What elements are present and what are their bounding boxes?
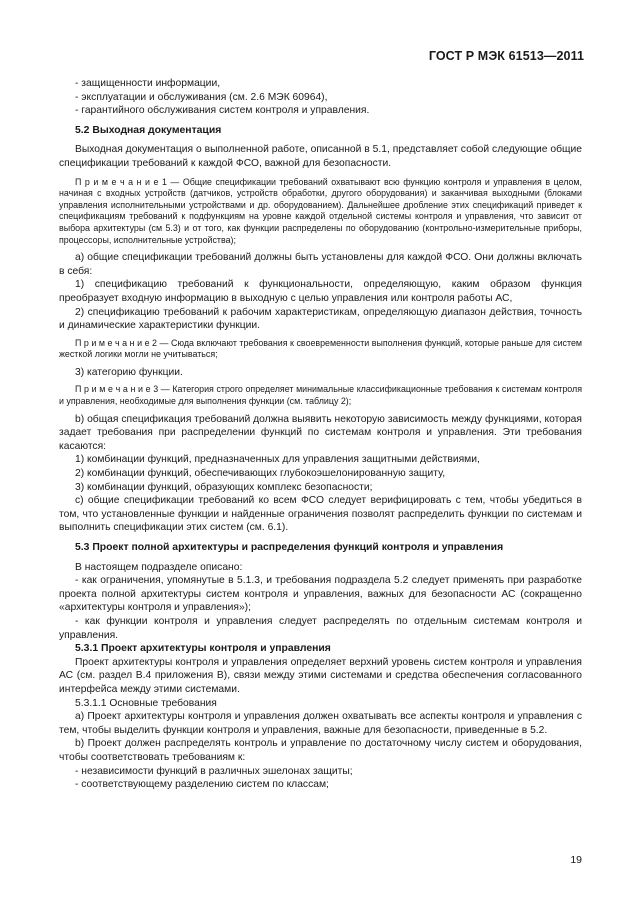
- note-3: П р и м е ч а н и е 3 — Категория строго определяет минимальные классификационные требования к системам контроля и управления, необходимые для выполнения функции (см. таблицу 2);: [59, 384, 582, 407]
- paragraph: В настоящем подразделе описано:: [75, 561, 243, 573]
- list-item: - как ограничения, упомянутые в 5.1.3, и требования подраздела 5.2 следует применять при разработке проекта полной архитектуры систем контроля и управления, важных для безопасности АС (сокращенно «архитектуры контроля и управления»);: [59, 575, 582, 614]
- list-item: a) Проект архитектуры контроля и управления должен охватывать все аспекты контроля и управления с тем, чтобы выделить функции контроля и управления, важные для безопасности, приведенные в 5.2.: [59, 711, 582, 736]
- list-item: 2) комбинации функций, обеспечивающих глубокоэшелонированную защиту,: [75, 468, 446, 480]
- document-body: [59, 77, 582, 792]
- section-heading-5-2: 5.2 Выходная документация: [75, 124, 222, 136]
- paragraph: c) общие спецификации требований ко всем ФСО следует верифицировать с тем, чтобы убедиться в том, что установленные функции и найденные ограничения позволят распределить функции по системам и выполнить спецификации этих систем (см. 6.1).: [59, 495, 582, 534]
- list-item: - как функции контроля и управления следует распределять по отдельным системам контроля и управления.: [59, 615, 582, 641]
- paragraph: Выходная документация о выполненной работе, описанной в 5.1, представляет собой следующие общие спецификации требований к каждой ФСО, важной для безопасности.: [59, 144, 582, 169]
- paragraph: Проект архитектуры контроля и управления определяет верхний уровень систем контроля и управления АС (см. раздел В.4 приложения В), связи между этими системами и средства обеспечения согласованного интерфейса между этими системами.: [59, 656, 582, 695]
- list-item: - защищенности информации,: [75, 78, 221, 89]
- section-heading-5-3: 5.3 Проект полной архитектуры и распределения функций контроля и управления: [75, 542, 504, 553]
- paragraph: b) общая спецификация требований должна выявить некоторую зависимость между функциями, которая задает требования при распределении функций по системам контроля и управления. Эти требования касаются:: [59, 413, 582, 452]
- note-2: П р и м е ч а н и е 2 — Сюда включают требования к своевременности выполнения функций, которые раньше для систем жесткой логики могли не учитываться;: [59, 337, 582, 360]
- list-item: - соответствующему разделению систем по классам;: [75, 779, 329, 791]
- list-item: 3) категорию функции.: [75, 366, 183, 378]
- subsection-heading-5-3-1-1: 5.3.1.1 Основные требования: [75, 697, 217, 709]
- list-item: 1) спецификацию требований к функциональности, определяющую, каким образом функция преобразует входную информацию в выходную с целью управления или контроля работы АС,: [59, 279, 582, 304]
- list-item: - гарантийного обслуживания систем контроля и управления.: [75, 105, 370, 117]
- page-header: ГОСТ Р МЭК 61513—2011: [428, 49, 584, 63]
- list-item: 3) комбинации функций, образующих комплекс безопасности;: [75, 481, 373, 493]
- note-1: П р и м е ч а н и е 1 — Общие спецификации требований охватывают всю функцию контроля и управления в целом, начиная с входных устройств (датчиков, устройств обработки, другого оборудования) и заканчивая выходными (блоками управления исполнительными устройствами и др. оборудованием). Дальнейшее дробление этих спецификаций приведет к спецификациям требований к подфункциям на уровне каждой отдельной системы контроля и управления, что зависит от выбора архитектуры (см 5.3) и от того, как функции распределены по оборудованию (контрольно-измерительные приборы, процессоры, исполнительные устройства);: [59, 176, 582, 245]
- page-number: 19: [570, 854, 582, 866]
- list-item: - независимости функций в различных эшелонах защиты;: [75, 765, 353, 777]
- list-item: 2) спецификацию требований к рабочим характеристикам, определяющую диапазон действия, точность и динамические характеристики функции.: [59, 306, 582, 332]
- list-item: - эксплуатации и обслуживания (см. 2.6 МЭК 60964),: [75, 91, 328, 103]
- list-item: 1) комбинации функций, предназначенных для управления защитными действиями,: [75, 454, 480, 466]
- list-item: b) Проект должен распределять контроль и управление по достаточному числу систем и оборудования, чтобы соответствовать требованиям к:: [59, 738, 582, 763]
- section-heading-5-3-1: 5.3.1 Проект архитектуры контроля и управления: [75, 643, 331, 655]
- paragraph: a) общие спецификации требований должны быть установлены для каждой ФСО. Они должны включать в себя:: [59, 252, 582, 277]
